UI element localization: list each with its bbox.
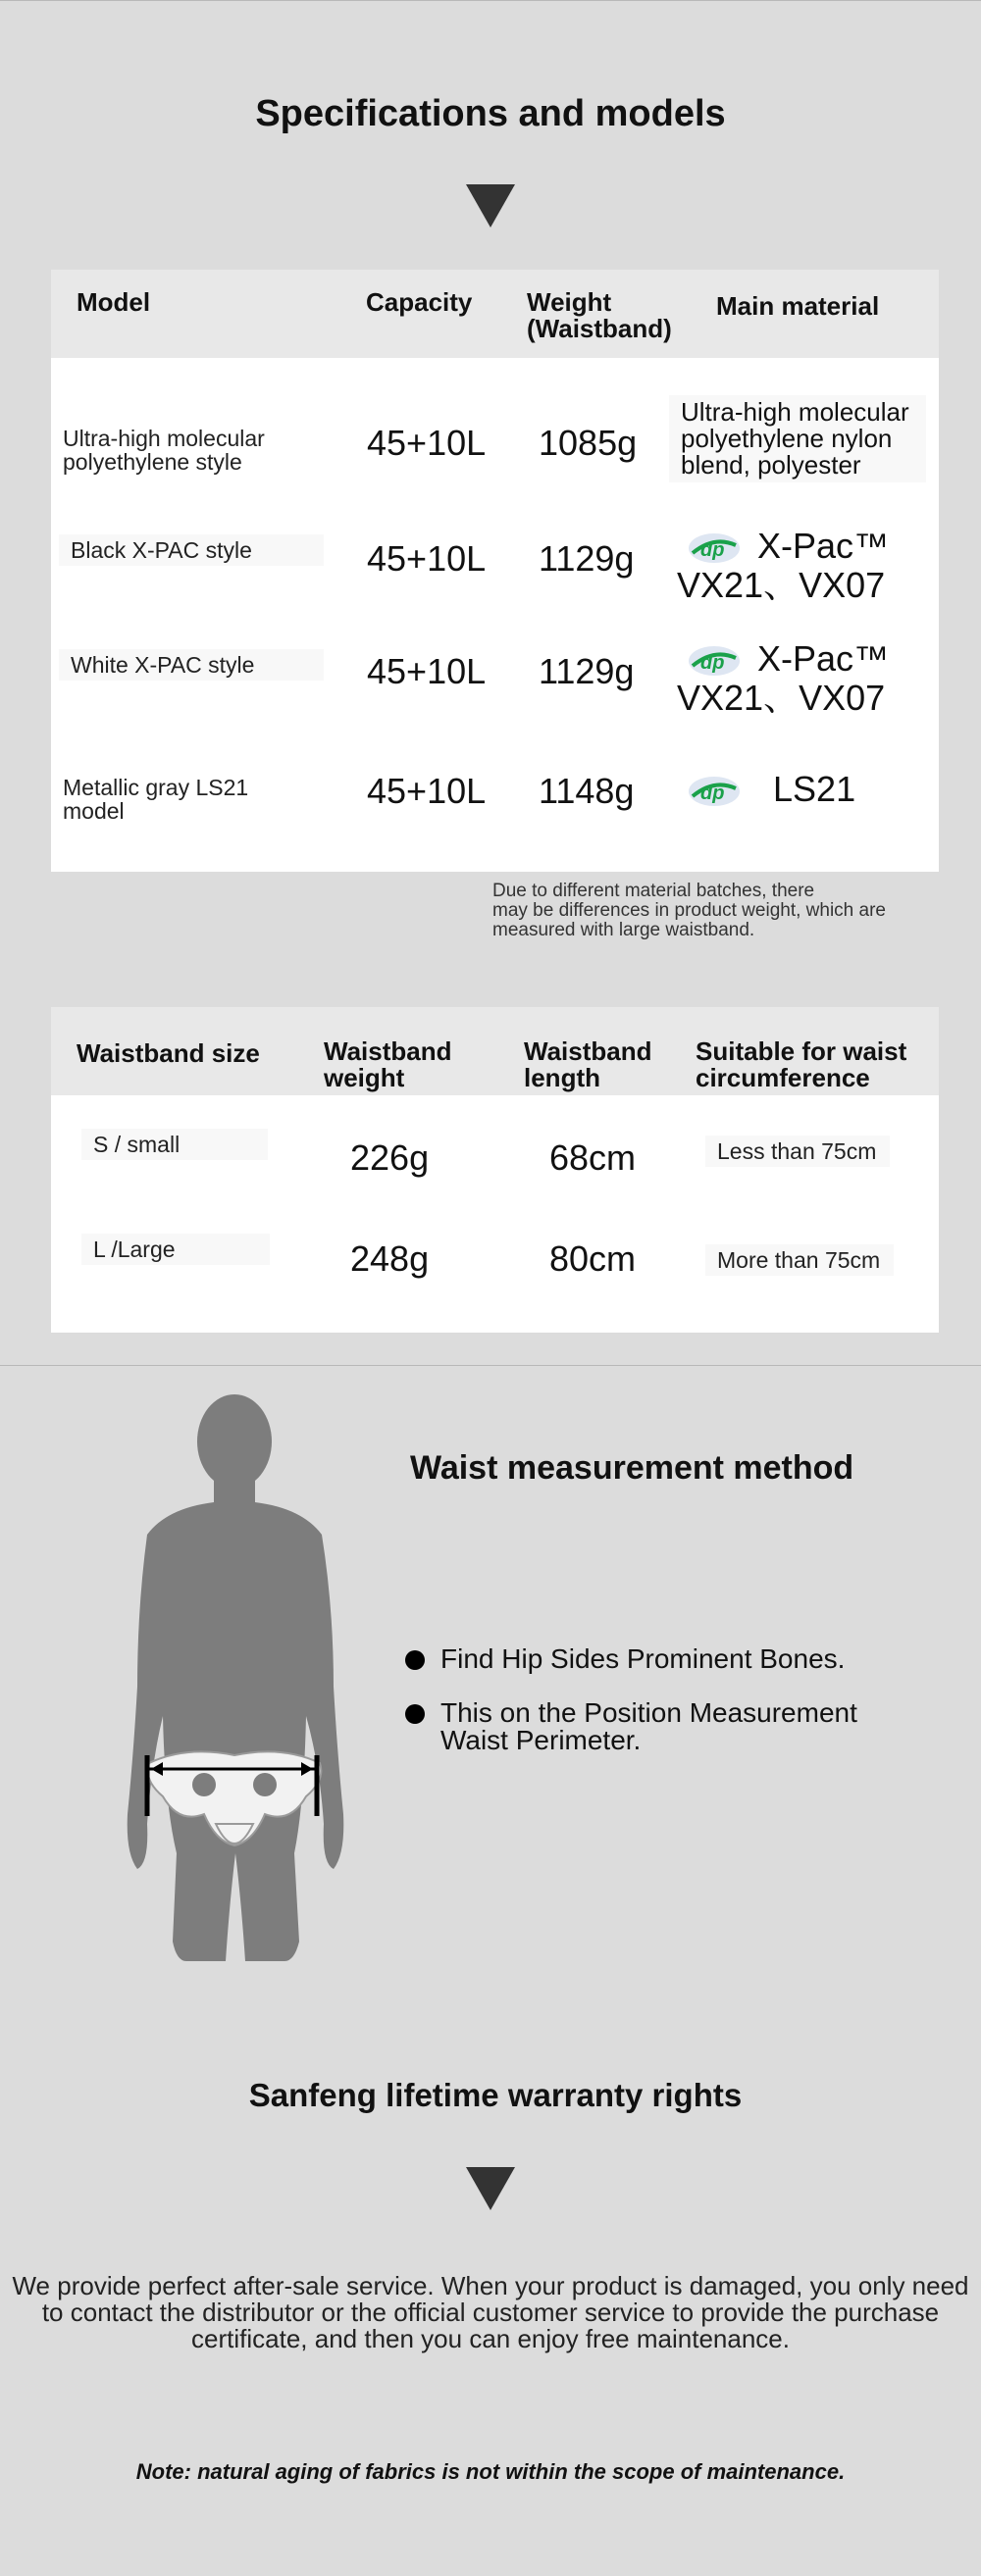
wb-row1-length: 68cm (549, 1137, 637, 1178)
text-line: Due to different material batches, there (492, 881, 815, 901)
spec-row1-material (669, 395, 926, 482)
top-divider (0, 0, 981, 1)
spec-row4-material (687, 770, 855, 809)
section-divider (0, 1365, 981, 1366)
spec-row4-weight: 1148g (539, 771, 635, 811)
col-capacity: Capacity (366, 287, 473, 317)
col-weight-line2: (Waistband) (527, 314, 672, 343)
text-line: measured with large waistband. (492, 920, 755, 940)
text-line: Ultra-high molecular (681, 397, 909, 427)
text-line: We provide perfect after-sale service. When your product is damaged, you only need (12, 2271, 969, 2300)
col-model: Model (77, 287, 151, 317)
warranty-note: Note: natural aging of fabrics is not within the scope of maintenance. (135, 2459, 846, 2484)
dp-logo-icon (687, 644, 742, 678)
spec-row2-capacity: 45+10L (367, 538, 487, 579)
spec-row1-capacity: 45+10L (367, 423, 487, 463)
dp-logo-icon (687, 775, 742, 808)
text-line: Waistband (324, 1036, 452, 1066)
spec-row3-capacity: 45+10L (367, 651, 487, 691)
material-variants: VX21、VX07 (677, 565, 886, 605)
text-line: certificate, and then you can enjoy free maintenance. (191, 2324, 790, 2353)
text-line: Ultra-high molecular (63, 426, 265, 451)
wb-row1-size: S / small (81, 1129, 268, 1160)
wb-row1-suitable: Less than 75cm (705, 1136, 890, 1167)
bullet-icon (405, 1650, 425, 1670)
text-line: This on the Position Measurement (440, 1697, 857, 1728)
col-suitable (696, 1038, 906, 1091)
svg-text:dp: dp (700, 783, 725, 805)
col-wb-weight (324, 1038, 451, 1091)
text-line: blend, polyester (681, 450, 861, 480)
spec-row1-model (63, 427, 265, 474)
material-brand: X-Pac™ (757, 526, 890, 566)
spec-row2-model: Black X-PAC style (59, 534, 324, 566)
text-line: polyethylene nylon (681, 424, 893, 453)
text-line: may be differences in product weight, which are (492, 900, 886, 921)
material-brand: X-Pac™ (757, 638, 890, 679)
body-silhouette-icon (98, 1392, 373, 1971)
text-line: Metallic gray LS21 (63, 775, 249, 800)
wb-row1-weight: 226g (350, 1137, 430, 1178)
spec-row3-model: White X-PAC style (59, 649, 324, 681)
down-arrow-icon (466, 184, 515, 227)
weight-note (492, 882, 886, 940)
col-size: Waistband size (77, 1038, 260, 1068)
material-brand: LS21 (773, 769, 856, 809)
spec-table-header (51, 270, 939, 358)
waistband-table-header (51, 1007, 939, 1095)
down-arrow-icon (466, 2167, 515, 2210)
text-line: to contact the distributor or the official customer service to provide the purchase (41, 2298, 940, 2327)
warranty-title: Sanfeng lifetime warranty rights (248, 2077, 743, 2113)
material-variants: VX21、VX07 (677, 678, 886, 718)
text-line: length (524, 1063, 600, 1092)
text-line: polyethylene style (63, 449, 242, 475)
measure-title: Waist measurement method (410, 1449, 854, 1487)
spec-row4-capacity: 45+10L (367, 771, 487, 811)
col-weight (527, 289, 672, 342)
spec-row4-model (63, 776, 248, 823)
text-line: Suitable for waist (696, 1036, 907, 1066)
spec-table (51, 270, 939, 872)
spec-row1-weight: 1085g (539, 423, 638, 463)
spec-row2-material (677, 526, 890, 605)
wb-row2-size: L /Large (81, 1234, 270, 1265)
spec-row3-material (677, 638, 890, 718)
wb-row2-weight: 248g (350, 1238, 430, 1279)
text-line: circumference (696, 1063, 870, 1092)
dp-logo-icon (687, 531, 742, 565)
col-weight-line1: Weight (527, 287, 612, 317)
text-line: Waistband (524, 1036, 652, 1066)
bullet-icon (405, 1704, 425, 1724)
wb-row2-suitable: More than 75cm (705, 1244, 894, 1276)
text-line: model (63, 798, 125, 824)
text-line: Waist Perimeter. (440, 1725, 642, 1755)
wb-row2-length: 80cm (549, 1238, 637, 1279)
waistband-table (51, 1007, 939, 1333)
spec-row3-weight: 1129g (539, 651, 635, 691)
svg-text:dp: dp (700, 539, 725, 562)
text-line: Find Hip Sides Prominent Bones. (440, 1643, 846, 1674)
col-wb-length (524, 1038, 651, 1091)
spec-title: Specifications and models (255, 93, 726, 134)
spec-row2-weight: 1129g (539, 538, 635, 579)
warranty-body (0, 2273, 981, 2352)
text-line (440, 1699, 857, 1754)
col-material: Main material (716, 291, 880, 321)
svg-text:dp: dp (700, 652, 725, 675)
text-line: weight (324, 1063, 405, 1092)
